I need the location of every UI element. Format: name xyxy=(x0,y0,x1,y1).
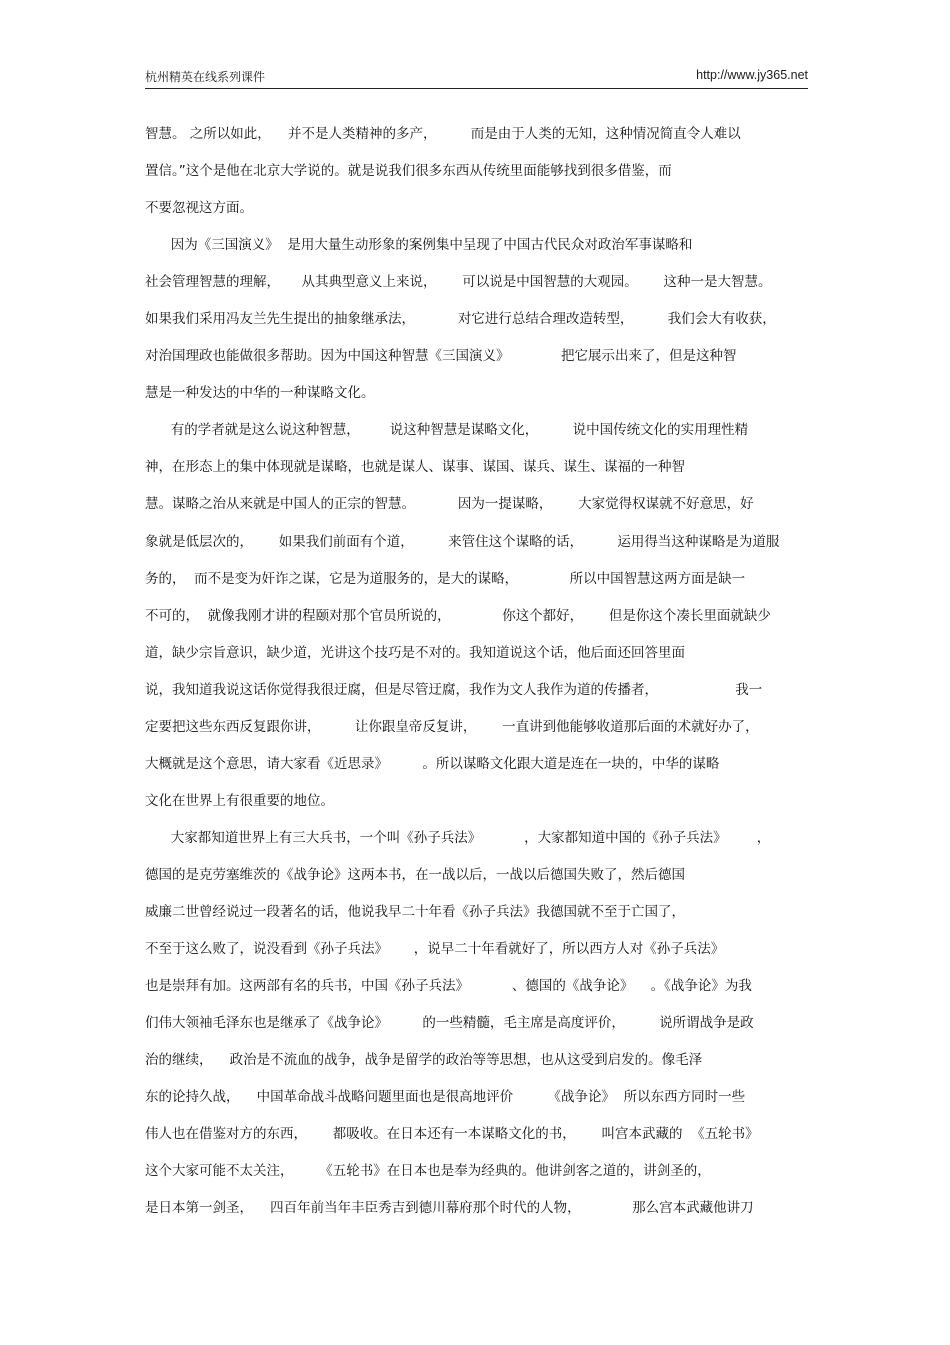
text-line: 置信。”这个是他在北京大学说的。就是说我们很多东西从传统里面能够找到很多借鉴，而 xyxy=(145,163,672,180)
text-line: 也是崇拜有加。这两部有名的兵书，中国《孙子兵法》 、德国的《战争论》 。《战争论》为我 xyxy=(145,978,752,995)
text-line: 不要忽视这方面。 xyxy=(145,200,253,217)
text-line: 对治国理政也能做很多帮助。因为中国这种智慧《三国演义》 把它展示出来了，但是这种智 xyxy=(145,348,737,365)
text-line: 德国的是克劳塞维茨的《战争论》这两本书，在一战以后，一战以后德国失败了，然后德国 xyxy=(145,866,685,883)
text-line: 神，在形态上的集中体现就是谋略，也就是谋人、谋事、谋国、谋兵、谋生、谋福的一种智 xyxy=(145,459,685,476)
text-line: 慧。谋略之治从来就是中国人的正宗的智慧。 因为一提谋略， 大家觉得权谋就不好意思，好 xyxy=(145,496,754,513)
text-line: 文化在世界上有很重要的地位。 xyxy=(145,792,334,809)
text-line: 定要把这些东西反复跟你讲， 让你跟皇帝反复讲， 一直讲到他能够收道那后面的术就好办了， xyxy=(145,718,759,735)
text-line: 慧是一种发达的中华的一种谋略文化。 xyxy=(145,385,375,402)
text-line: 务的， 而不是变为奸诈之谋，它是为道服务的，是大的谋略， 所以中国智慧这两方面是缺一 xyxy=(145,570,746,587)
text-line: 大概就是这个意思，请大家看《近思录》 。所以谋略文化跟大道是连在一块的，中华的谋略 xyxy=(145,755,720,772)
text-line: 东的论持久战， 中国革命战斗战略问题里面也是很高地评价 《战争论》 所以东西方同时一些 xyxy=(145,1089,746,1106)
document-body xyxy=(145,121,825,1232)
text-line: 如果我们采用冯友兰先生提出的抽象继承法， 对它进行总结合理改造转型， 我们会大有收获， xyxy=(145,311,776,328)
text-line: 有的学者就是这么说这种智慧， 说这种智慧是谋略文化， 说中国传统文化的实用理性精 xyxy=(145,422,749,439)
text-line: 威廉二世曾经说过一段著名的话，他说我早二十年看《孙子兵法》我德国就不至于亡国了， xyxy=(145,903,685,920)
text-line: 不至于这么败了，说没看到《孙子兵法》 ，说早二十年看就好了，所以西方人对《孙子兵法》 xyxy=(145,941,725,958)
text-line: 伟人也在借鉴对方的东西， 都吸收。在日本还有一本谋略文化的书， 叫宫本武藏的 《五轮书》 xyxy=(145,1126,759,1143)
text-line: 大家都知道世界上有三大兵书，一个叫《孙子兵法》 ，大家都知道中国的《孙子兵法》 ， xyxy=(145,829,771,846)
text-line: 这个大家可能不太关注， 《五轮书》在日本也是奉为经典的。他讲剑客之道的，讲剑圣的， xyxy=(145,1163,711,1180)
text-line: 治的继续， 政治是不流血的战争，战争是留学的政治等等思想，也从这受到启发的。像毛泽 xyxy=(145,1052,703,1069)
text-line: 道，缺少宗旨意识，缺少道，光讲这个技巧是不对的。我知道说这个话，他后面还回答里面 xyxy=(145,644,685,661)
page-header xyxy=(145,66,808,89)
text-line: 说，我知道我说这话你觉得我很迂腐，但是尽管迂腐，我作为文人我作为道的传播者， 我一 xyxy=(145,681,763,698)
text-line: 社会管理智慧的理解， 从其典型意义上来说， 可以说是中国智慧的大观园。 这种一是大智慧。 xyxy=(145,274,772,291)
text-line: 是日本第一剑圣， 四百年前当年丰臣秀吉到德川幕府那个时代的人物， 那么宫本武藏他讲刀 xyxy=(145,1200,754,1217)
text-line: 们伟大领袖毛泽东也是继承了《战争论》 的一些精髓，毛主席是高度评价， 说所谓战争是政 xyxy=(145,1015,754,1032)
text-line: 因为《三国演义》 是用大量生动形象的案例集中呈现了中国古代民众对政治军事谋略和 xyxy=(145,237,693,254)
header-url: http://www.jy365.net xyxy=(696,68,808,82)
text-line: 象就是低层次的， 如果我们前面有个道， 来管住这个谋略的话， 运用得当这种谋略是为道服 xyxy=(145,533,780,550)
text-line: 不可的， 就像我刚才讲的程颐对那个官员所说的， 你这个都好， 但是你这个凑长里面就缺少 xyxy=(145,607,771,624)
text-line: 智慧。 之所以如此， 并不是人类精神的多产， 而是由于人类的无知，这种情况简直令人难以 xyxy=(145,126,741,142)
header-left-title: 杭州精英在线系列课件 xyxy=(145,70,266,84)
